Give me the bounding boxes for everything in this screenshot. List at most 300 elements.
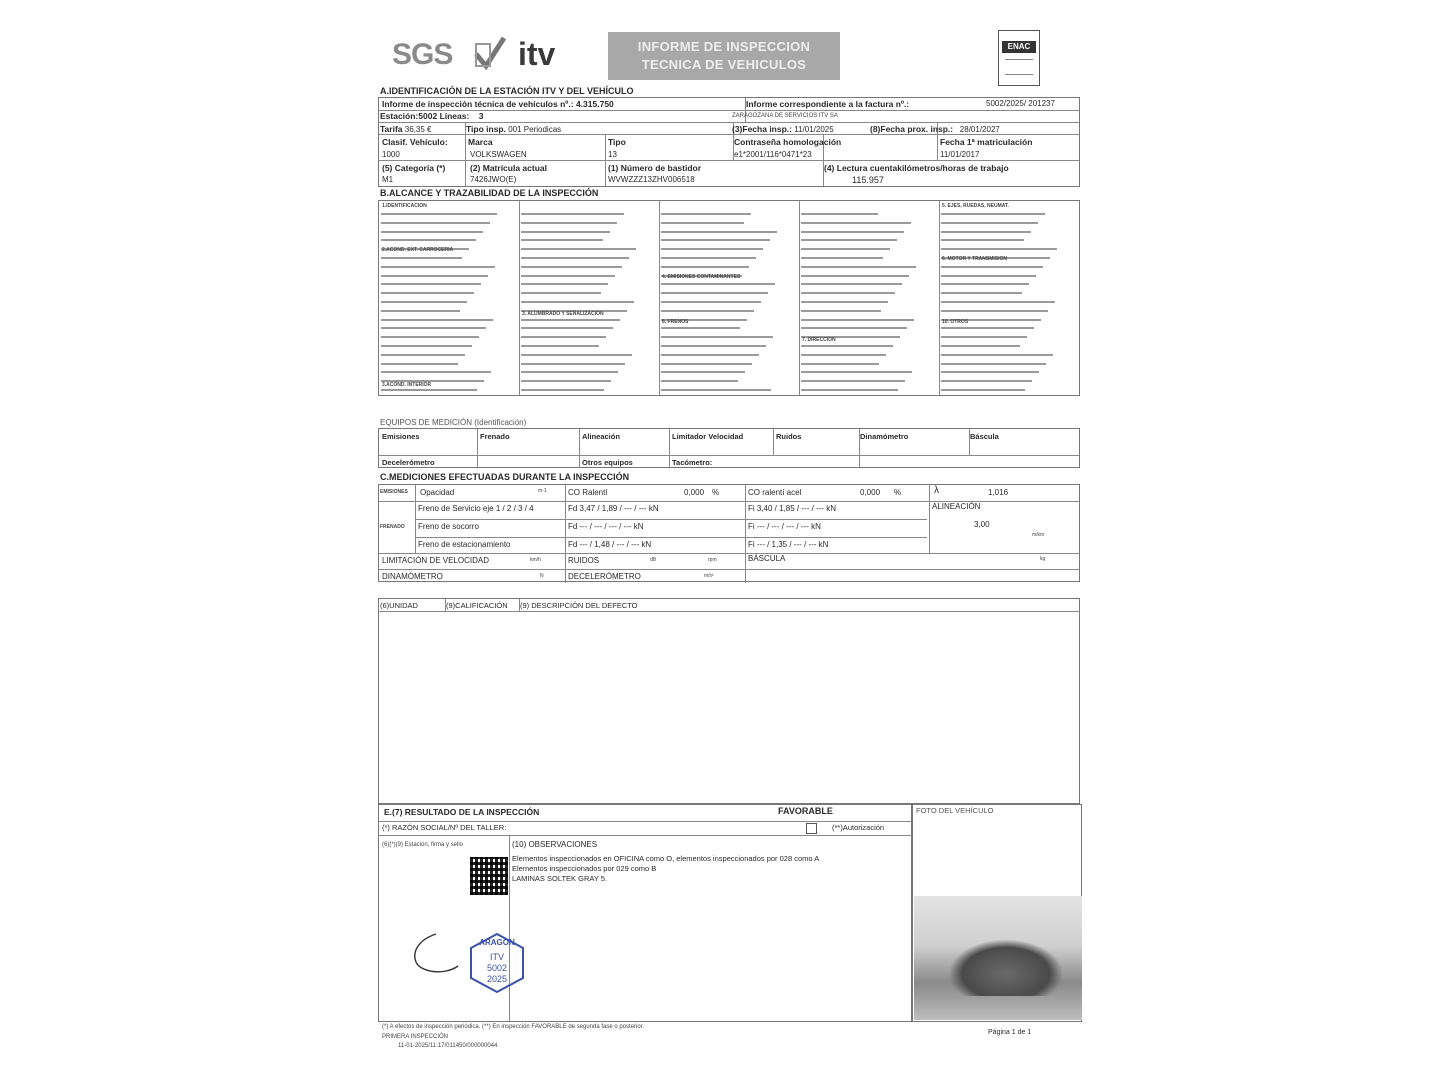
scope-item-row xyxy=(661,387,797,392)
scope-item-row xyxy=(661,352,797,357)
tipo-insp-label: Tipo insp. xyxy=(466,124,506,134)
co-acel-unit: % xyxy=(894,488,902,497)
scope-item-text xyxy=(381,389,477,391)
equipos-frenado: Frenado xyxy=(480,432,510,441)
scope-item-row xyxy=(521,378,657,383)
scope-item-row xyxy=(381,352,517,357)
co-acel-label: CO ralentí acel xyxy=(748,488,802,497)
scope-item-text xyxy=(521,231,610,233)
scope-item-row xyxy=(521,299,657,304)
scope-item-text xyxy=(661,231,777,233)
freno-estac-label: Freno de estacionamiento xyxy=(418,540,511,549)
scope-item-row xyxy=(661,325,797,330)
scope-item-text xyxy=(661,248,763,250)
limitacion-unit: km/h xyxy=(530,557,541,563)
bascula-unit: kg xyxy=(1040,556,1046,562)
scope-item-text xyxy=(521,327,613,329)
scope-item-row xyxy=(941,378,1077,383)
scope-item-text xyxy=(941,239,1024,241)
scope-item-text xyxy=(801,301,888,303)
scope-item-row xyxy=(661,343,797,348)
scope-item-row xyxy=(521,361,657,366)
scope-item-row xyxy=(801,290,937,295)
scope-header-acond-ext: 2.ACOND. EXT. CARROCERIA xyxy=(382,247,454,253)
scope-item-text xyxy=(521,248,636,250)
bastidor-value: WVWZZZ13ZHV006518 xyxy=(608,175,695,184)
scope-item-text xyxy=(381,354,465,356)
scope-item-text xyxy=(941,292,1022,294)
scope-item-row xyxy=(521,334,657,339)
tarifa-label: Tarifa xyxy=(380,124,403,134)
fecha-prox-value: 28/01/2027 xyxy=(959,125,1000,134)
scope-item-text xyxy=(661,222,744,224)
marca-value: VOLKSWAGEN xyxy=(470,150,527,159)
scope-item-text xyxy=(661,292,768,294)
scope-item-row xyxy=(941,299,1077,304)
scope-item-row xyxy=(521,220,657,225)
empresa-name: ZARAGOZANA DE SERVICIOS ITV SA xyxy=(732,113,838,119)
observaciones-line2: Elementos inspeccionados por 029 como B xyxy=(512,864,657,873)
scope-item-row xyxy=(381,237,517,242)
scope-item-text xyxy=(941,389,1025,391)
scope-item-text xyxy=(381,222,490,224)
scope-item-row xyxy=(941,290,1077,295)
clasif-label: Clasif. Vehículo: xyxy=(382,137,448,147)
result-box xyxy=(378,804,912,1022)
scope-item-row xyxy=(381,308,517,313)
limitacion-label: LIMITACIÓN DE VELOCIDAD xyxy=(382,556,489,565)
scope-item-text xyxy=(521,336,606,338)
scope-item-text xyxy=(801,275,909,277)
report-title-box xyxy=(608,32,840,80)
scope-item-row xyxy=(381,334,517,339)
scope-item-text xyxy=(521,275,615,277)
scope-item-text xyxy=(661,363,752,365)
defects-col-calificacion: (9)CALIFICACIÓN xyxy=(446,601,508,610)
scope-item-text xyxy=(801,380,905,382)
scope-header-alumbrado: 3. ALUMBRADO Y SEÑALIZACION xyxy=(522,311,604,317)
freno-estac-fi: Fi --- / 1,35 / --- / --- kN xyxy=(748,540,829,549)
scope-item-row xyxy=(941,211,1077,216)
scope-item-text xyxy=(521,213,624,215)
alineacion-value: 3,00 xyxy=(974,520,990,529)
scope-item-text xyxy=(661,380,738,382)
autorizacion-checkbox[interactable] xyxy=(806,823,817,834)
stamp-itv-text: ITV xyxy=(489,952,504,962)
bascula-label: BÁSCULA xyxy=(748,554,786,563)
scope-item-text xyxy=(521,380,611,382)
scope-item-row xyxy=(801,317,937,322)
scope-item-row xyxy=(801,299,937,304)
scope-item-text xyxy=(941,363,1046,365)
lectura-label: (4) Lectura cuentakilómetros/horas de trabajo xyxy=(824,163,1009,173)
scope-item-text xyxy=(801,213,878,215)
scope-item-row xyxy=(801,343,937,348)
ruidos-rpm: rpm xyxy=(708,557,717,563)
scope-item-row xyxy=(801,378,937,383)
scope-item-row xyxy=(381,211,517,216)
scope-header-identificacion: 1.IDENTIFICACION xyxy=(382,203,427,209)
itv-check-logo-icon xyxy=(474,36,506,72)
scope-item-row xyxy=(381,281,517,286)
aragon-itv-stamp xyxy=(468,932,526,994)
scope-item-row xyxy=(521,246,657,251)
scope-item-row xyxy=(801,211,937,216)
equipos-bascula: Báscula xyxy=(970,432,999,441)
scope-item-row xyxy=(661,361,797,366)
bastidor-label: (1) Número de bastidor xyxy=(608,163,702,173)
scope-item-text xyxy=(661,327,740,329)
dinamometro-unit: N xyxy=(540,573,544,579)
alineacion-unit: m/km xyxy=(1032,532,1045,538)
scope-item-text xyxy=(941,222,1038,224)
scope-item-row xyxy=(521,317,657,322)
sgs-logo: SGS xyxy=(392,38,453,71)
scope-item-text xyxy=(521,257,629,259)
observaciones-line1: Elementos inspeccionados en OFICINA como O, elementos inspeccionados por 028 como A xyxy=(512,854,820,863)
defects-table xyxy=(378,598,1080,804)
matricula-label: (2) Matrícula actual xyxy=(470,163,547,173)
equipos-dinamometro: Dinamómetro xyxy=(860,432,909,441)
lambda-label: λ xyxy=(934,485,939,496)
scope-item-row xyxy=(801,325,937,330)
scope-item-row xyxy=(941,387,1077,392)
tipo-label: Tipo xyxy=(608,137,626,147)
scope-item-row xyxy=(941,334,1077,339)
scope-item-row xyxy=(661,237,797,242)
scope-item-text xyxy=(381,301,467,303)
scope-item-row xyxy=(661,290,797,295)
scope-item-text xyxy=(801,283,902,285)
decelerometro-label: DECELERÓMETRO xyxy=(568,572,641,581)
scope-header-motor: 6. MOTOR Y TRANSMISION xyxy=(942,256,1008,262)
scope-item-text xyxy=(941,213,1045,215)
section-b-title: B.ALCANCE Y TRAZABILIDAD DE LA INSPECCIÓN xyxy=(380,188,599,198)
emisiones-label: EMISIONES xyxy=(380,489,408,495)
scope-item-text xyxy=(801,345,893,347)
dinamometro-label: DINAMÓMETRO xyxy=(382,572,443,581)
car-silhouette xyxy=(950,940,1062,996)
scope-header-acond-int: 3.ACOND. INTERIOR xyxy=(382,382,432,388)
scope-item-row xyxy=(381,255,517,260)
scope-item-text xyxy=(801,266,916,268)
scope-item-row xyxy=(661,299,797,304)
scope-item-row xyxy=(381,361,517,366)
footer-note: (*) A efectos de inspección periódica. (**) En inspección FAVORABLE de segunda fase o posterior. xyxy=(382,1024,645,1030)
scope-item-row xyxy=(521,264,657,269)
scope-item-text xyxy=(801,248,890,250)
tipo-insp-value: 001 Periodicas xyxy=(508,125,562,134)
scope-item-text xyxy=(661,283,775,285)
stamp-top-text: ARAGON xyxy=(479,938,515,947)
scope-item-row xyxy=(801,273,937,278)
taller-label: (*) RAZÓN SOCIAL/Nº DEL TALLER: xyxy=(382,823,507,832)
primera-inspeccion-value: 11-01-2025/11:17/011450/000000044 xyxy=(398,1043,498,1049)
equipos-alineacion: Alineación xyxy=(582,432,620,441)
inspection-report-page xyxy=(374,26,1082,1056)
lambda-value: 1,016 xyxy=(988,488,1009,497)
scope-item-text xyxy=(381,275,488,277)
sello-label: (6)(*)(9) Estación, firma y sello xyxy=(382,842,464,848)
equipos-ruidos: Ruidos xyxy=(776,432,802,441)
scope-item-row xyxy=(941,220,1077,225)
stamp-number-text: 5002 xyxy=(486,963,508,973)
scope-item-text xyxy=(381,283,481,285)
scope-item-row xyxy=(801,352,937,357)
photo-label: FOTO DEL VEHÍCULO xyxy=(916,806,994,815)
result-title: E.(7) RESULTADO DE LA INSPECCIÓN xyxy=(384,807,540,817)
scope-item-row xyxy=(801,264,937,269)
scope-item-text xyxy=(521,301,634,303)
scope-item-row xyxy=(381,273,517,278)
scope-item-text xyxy=(381,336,479,338)
equipos-limitador: Limitador Velocidad xyxy=(672,432,744,441)
scope-item-text xyxy=(661,301,761,303)
scope-item-row xyxy=(941,325,1077,330)
scope-item-row xyxy=(521,352,657,357)
freno-servicio-fi: Fi 3,40 / 1,85 / --- / --- kN xyxy=(748,504,837,513)
scope-item-text xyxy=(381,327,486,329)
scope-item-row xyxy=(521,369,657,374)
categoria-label: (5) Categoría (*) xyxy=(382,163,446,173)
scope-item-row xyxy=(381,229,517,234)
clasif-value: 1000 xyxy=(382,150,400,159)
scope-item-row xyxy=(941,361,1077,366)
scope-header-frenos: 8. FRENOS xyxy=(662,319,689,325)
scope-header-otros: 10. OTROS xyxy=(942,319,969,325)
fecha-mat-value: 11/01/2017 xyxy=(940,150,980,159)
estacion-label: Estación: xyxy=(380,111,419,121)
scope-item-text xyxy=(941,380,1032,382)
scope-item-row xyxy=(941,308,1077,313)
tipo-value: 13 xyxy=(608,150,617,159)
scope-item-row xyxy=(801,246,937,251)
scope-item-text xyxy=(381,239,476,241)
scope-item-row xyxy=(521,237,657,242)
co-ralenti-unit: % xyxy=(712,488,720,497)
estacion-value: 5002 xyxy=(418,111,438,121)
vehicle-photo xyxy=(914,896,1082,1020)
freno-estac-fd: Fd --- / 1,48 / --- / --- kN xyxy=(568,540,652,549)
scope-item-row xyxy=(661,255,797,260)
scope-item-text xyxy=(661,371,745,373)
scope-item-text xyxy=(661,257,756,259)
scope-item-row xyxy=(801,308,937,313)
scope-item-row xyxy=(941,273,1077,278)
freno-socorro-label: Freno de socorro xyxy=(418,522,479,531)
scope-item-text xyxy=(941,371,1039,373)
scope-item-row xyxy=(521,281,657,286)
report-title-line1: INFORME DE INSPECCION xyxy=(637,39,811,54)
ruidos-unit: dB xyxy=(650,557,657,563)
scope-item-row xyxy=(801,220,937,225)
equipos-title: EQUIPOS DE MEDICIÓN (Identificación) xyxy=(380,418,527,427)
scope-item-text xyxy=(521,283,608,285)
scope-item-row xyxy=(381,317,517,322)
decelerometro-unit: m/s² xyxy=(704,573,714,579)
scope-item-row xyxy=(381,369,517,374)
scope-item-row xyxy=(661,246,797,251)
scope-item-row xyxy=(941,246,1077,251)
scope-item-text xyxy=(661,336,773,338)
scope-item-row xyxy=(521,290,657,295)
scope-item-row xyxy=(521,343,657,348)
scope-item-row xyxy=(521,325,657,330)
scope-item-text xyxy=(801,327,907,329)
defects-col-unidad: (6)UNIDAD xyxy=(380,601,418,610)
scope-item-text xyxy=(521,345,599,347)
scope-item-text xyxy=(941,301,1055,303)
scope-item-row xyxy=(661,378,797,383)
itv-logo: itv xyxy=(518,36,556,72)
scope-item-text xyxy=(941,310,1048,312)
scope-header-direccion: 7. DIRECCION xyxy=(802,337,836,343)
scope-item-text xyxy=(801,222,911,224)
co-ralenti-label: CO Ralentí xyxy=(568,488,608,497)
scope-item-text xyxy=(941,231,1031,233)
scope-item-text xyxy=(661,389,771,391)
scope-item-text xyxy=(941,354,1053,356)
equipos-otros: Otros equipos xyxy=(582,458,633,467)
stamp-year-text: 2025 xyxy=(486,974,508,984)
section-a-title: A.IDENTIFICACIÓN DE LA ESTACIÓN ITV Y DEL VEHÍCULO xyxy=(380,86,634,96)
defects-col-descripcion: (9) DESCRIPCIÓN DEL DEFECTO xyxy=(520,601,638,610)
scope-item-row xyxy=(801,281,937,286)
scope-item-row xyxy=(521,387,657,392)
scope-grid xyxy=(378,200,1080,396)
scope-item-text xyxy=(661,239,770,241)
scope-item-text xyxy=(941,275,1036,277)
scope-item-text xyxy=(521,371,618,373)
scope-item-row xyxy=(801,237,937,242)
scope-item-text xyxy=(381,319,493,321)
scope-item-row xyxy=(661,229,797,234)
tarifa-value: 36,35 € xyxy=(404,125,432,134)
scope-item-text xyxy=(941,248,1057,250)
co-ralenti-value: 0,000 xyxy=(684,488,705,497)
scope-item-row xyxy=(801,255,937,260)
observaciones-label: (10) OBSERVACIONES xyxy=(512,840,598,849)
scope-item-text xyxy=(941,345,1020,347)
scope-item-text xyxy=(801,371,912,373)
scope-item-text xyxy=(661,345,766,347)
scope-item-row xyxy=(941,281,1077,286)
informe-number: 4.315.750 xyxy=(575,99,614,109)
page-number: Página 1 de 1 xyxy=(988,1029,1032,1036)
qr-code-icon xyxy=(470,857,508,895)
scope-item-row xyxy=(381,299,517,304)
freno-socorro-fd: Fd --- / --- / --- / --- kN xyxy=(568,522,644,531)
scope-item-row xyxy=(381,220,517,225)
frenado-label: FRENADO xyxy=(380,524,405,530)
scope-item-text xyxy=(381,371,491,373)
scope-item-text xyxy=(381,213,497,215)
scope-item-text xyxy=(381,266,495,268)
scope-header-ejes: 5. EJES, RUEDAS, NEUMAT. xyxy=(942,203,1009,209)
fecha-insp-value: 11/01/2025 xyxy=(794,125,834,134)
scope-item-row xyxy=(521,229,657,234)
measurements-box xyxy=(378,484,1080,582)
signature-icon xyxy=(396,926,466,986)
scope-item-text xyxy=(941,336,1027,338)
scope-item-row xyxy=(521,211,657,216)
scope-item-text xyxy=(381,257,462,259)
scope-item-text xyxy=(521,239,603,241)
scope-item-row xyxy=(801,361,937,366)
alineacion-label: ALINEACIÓN xyxy=(932,502,981,511)
scope-item-text xyxy=(661,354,759,356)
scope-item-text xyxy=(801,354,886,356)
scope-item-text xyxy=(801,319,914,321)
scope-item-text xyxy=(381,345,472,347)
scope-item-row xyxy=(661,264,797,269)
scope-item-text xyxy=(381,310,460,312)
scope-item-text xyxy=(521,389,604,391)
primera-inspeccion-label: PRIMERA INSPECCIÓN xyxy=(382,1034,449,1040)
scope-item-text xyxy=(801,389,898,391)
scope-item-row xyxy=(941,264,1077,269)
scope-item-text xyxy=(521,319,620,321)
scope-item-text xyxy=(661,310,754,312)
scope-item-row xyxy=(801,229,937,234)
scope-item-text xyxy=(521,292,601,294)
result-value: FAVORABLE xyxy=(778,806,833,816)
report-title-line2: TECNICA DE VEHICULOS xyxy=(641,57,807,72)
freno-servicio-fd: Fd 3,47 / 1,89 / --- / --- kN xyxy=(568,504,659,513)
section-c-title: C.MEDICIONES EFECTUADAS DURANTE LA INSPECCIÓN xyxy=(380,472,630,482)
scope-item-text xyxy=(521,354,632,356)
scope-item-text xyxy=(521,222,617,224)
scope-item-text xyxy=(521,363,625,365)
contrasena-value: e1*2001/116*0471*23 xyxy=(734,150,812,159)
factura-label: Informe correspondiente a la factura nº.: xyxy=(746,99,910,109)
scope-item-row xyxy=(941,369,1077,374)
scope-item-row xyxy=(661,369,797,374)
fecha-prox-label: (8)Fecha prox. insp.: xyxy=(870,124,954,134)
scope-item-text xyxy=(801,363,879,365)
scope-item-row xyxy=(801,387,937,392)
scope-item-row xyxy=(801,369,937,374)
scope-item-row xyxy=(661,308,797,313)
matricula-value: 7426JWO(E) xyxy=(470,175,517,184)
scope-item-row xyxy=(941,237,1077,242)
scope-item-text xyxy=(801,257,883,259)
factura-number: 5002/2025/ 201237 xyxy=(986,99,1055,108)
scope-item-row xyxy=(941,352,1077,357)
scope-item-row xyxy=(381,264,517,269)
categoria-value: M1 xyxy=(382,175,394,184)
scope-item-text xyxy=(801,239,897,241)
scope-item-row xyxy=(661,334,797,339)
scope-item-text xyxy=(661,266,749,268)
scope-item-text xyxy=(941,283,1029,285)
scope-item-text xyxy=(381,292,474,294)
freno-servicio-label: Freno de Servicio eje 1 / 2 / 3 / 4 xyxy=(418,504,534,513)
informe-label: Informe de inspección técnica de vehículos nº.: xyxy=(382,99,574,109)
fecha-mat-label: Fecha 1ª matriculación xyxy=(940,137,1033,147)
scope-item-row xyxy=(381,343,517,348)
lectura-value: 115.957 xyxy=(852,175,884,185)
scope-item-row xyxy=(381,325,517,330)
marca-label: Marca xyxy=(468,137,493,147)
scope-item-text xyxy=(941,327,1034,329)
lineas-value: 3 xyxy=(478,111,484,121)
co-acel-value: 0,000 xyxy=(860,488,881,497)
scope-item-text xyxy=(801,231,904,233)
freno-socorro-fi: Fi --- / --- / --- / --- kN xyxy=(748,522,821,531)
scope-item-row xyxy=(521,255,657,260)
scope-item-row xyxy=(941,229,1077,234)
